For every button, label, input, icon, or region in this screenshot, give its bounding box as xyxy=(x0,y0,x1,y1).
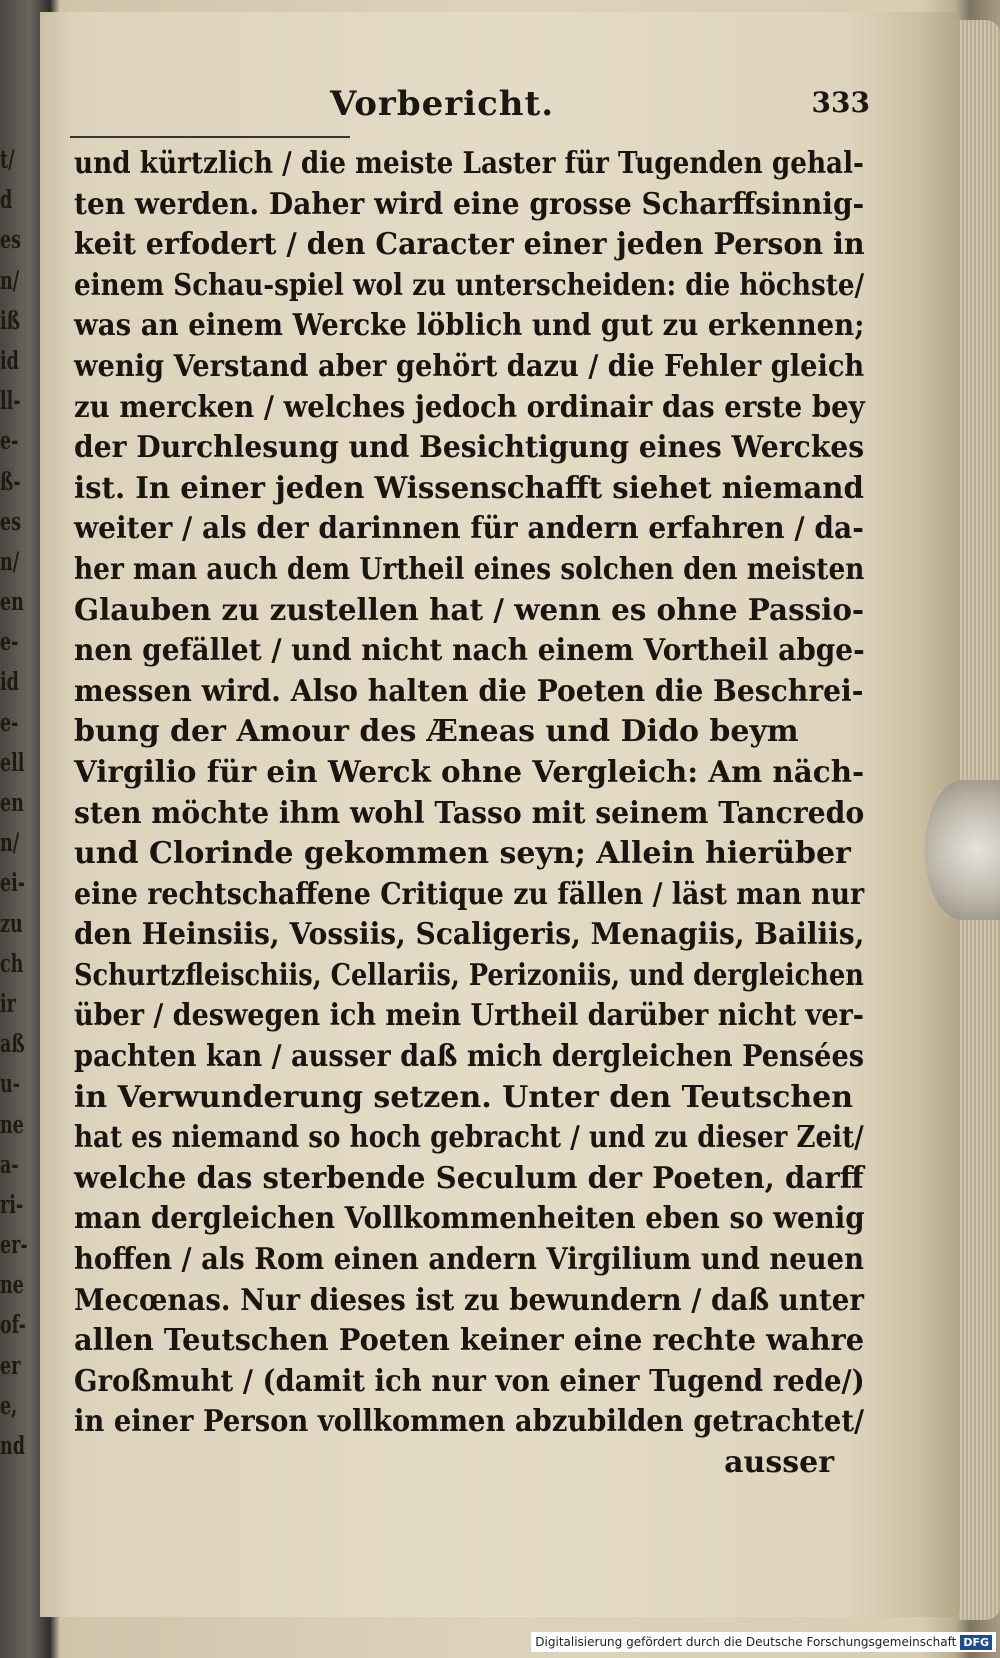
margin-fragment: e- xyxy=(0,426,19,456)
margin-fragment: of- xyxy=(0,1310,26,1340)
running-title: Vorbericht. xyxy=(330,84,555,124)
margin-fragment: en xyxy=(0,587,24,617)
text-line: ist. In einer jeden Wissenschafft siehet niemand xyxy=(74,470,864,506)
margin-fragment: e, xyxy=(0,1390,18,1420)
margin-fragment: n/ xyxy=(0,828,20,858)
text-line: in einer Person vollkommen abzubilden getrachtet/ xyxy=(74,1404,865,1440)
margin-fragment: u- xyxy=(0,1069,20,1099)
margin-fragment: es xyxy=(0,225,21,255)
text-line: Mecœnas. Nur dieses ist zu bewundern / daß unter xyxy=(74,1282,864,1318)
margin-fragment: e- xyxy=(0,707,19,737)
margin-fragment: ri- xyxy=(0,1189,24,1219)
text-line: Virgilio für ein Werck ohne Vergleich: Am näch- xyxy=(74,754,865,790)
header-rule xyxy=(70,136,350,138)
text-line: hat es niemand so hoch gebracht / und zu dieser Zeit/ xyxy=(74,1120,864,1156)
text-line: keit erfodert / den Caracter einer jeden Person in xyxy=(74,227,865,263)
margin-fragment: nd xyxy=(0,1431,25,1460)
text-line: pachten kan / ausser daß mich dergleichen Pensées xyxy=(74,1039,865,1075)
text-line: nen gefället / und nicht nach einem Vortheil abge- xyxy=(74,633,865,669)
margin-fragment: zu xyxy=(0,908,23,938)
text-line: zu mercken / welches jedoch ordinair das erste bey xyxy=(74,389,865,425)
margin-fragment: es xyxy=(0,506,21,536)
text-line: einem Schau-spiel wol zu unterscheiden: die höchste/ xyxy=(74,267,865,303)
text-line: sten möchte ihm wohl Tasso mit seinem Tancredo xyxy=(74,795,865,831)
text-line: bung der Amour des Æneas und Dido beym xyxy=(74,714,799,750)
text-line: und Clorinde gekommen seyn; Allein hierüber xyxy=(74,836,851,872)
margin-fragment: ch xyxy=(0,948,24,978)
text-line: eine rechtschaffene Critique zu fällen / läst man nur xyxy=(74,876,865,912)
page-header xyxy=(60,84,870,124)
text-line: was an einem Wercke löblich und gut zu erkennen; xyxy=(74,308,865,344)
text-line: her man auch dem Urtheil eines solchen den meisten xyxy=(74,551,865,587)
text-line: welche das sterbende Seculum der Poeten, darff xyxy=(74,1160,864,1196)
text-line: Schurtzfleischiis, Cellariis, Perizoniis, und dergleichen xyxy=(74,957,864,993)
digitization-footer xyxy=(531,1632,996,1652)
catchword: ausser xyxy=(724,1445,834,1480)
margin-fragment: id xyxy=(0,345,19,375)
margin-fragment: ß- xyxy=(0,466,21,496)
body-text xyxy=(74,144,864,1484)
footer-credit: Digitalisierung gefördert durch die Deutsche Forschungsgemeinschaft xyxy=(535,1635,957,1649)
margin-fragment: ell xyxy=(0,747,25,777)
margin-fragment: ne xyxy=(0,1109,24,1139)
margin-fragment: aß xyxy=(0,1029,25,1059)
text-line: über / deswegen ich mein Urtheil darüber nicht ver- xyxy=(74,998,864,1034)
text-line: in Verwunderung setzen. Unter den Teutschen xyxy=(74,1079,854,1115)
margin-fragment: iß xyxy=(0,305,20,335)
margin-fragment: ne xyxy=(0,1270,24,1300)
page-clip xyxy=(925,780,1000,920)
margin-fragment: n/ xyxy=(0,265,20,295)
margin-fragment: id xyxy=(0,667,19,697)
margin-fragment: t/ xyxy=(0,145,15,174)
margin-fragment: n/ xyxy=(0,546,20,576)
text-line: ten werden. Daher wird eine grosse Scharffsinnig- xyxy=(74,186,865,222)
margin-fragment: a- xyxy=(0,1149,19,1179)
text-line: man dergleichen Vollkommenheiten eben so wenig xyxy=(74,1201,865,1237)
text-line: den Heinsiis, Vossiis, Scaligeris, Menagiis, Bailiis, xyxy=(74,917,865,953)
margin-fragment: d xyxy=(0,185,13,215)
text-line: Großmuht / (damit ich nur von einer Tugend rede/) xyxy=(74,1363,865,1399)
margin-fragment: er- xyxy=(0,1230,28,1260)
text-line: allen Teutschen Poeten keiner eine rechte wahre xyxy=(74,1323,865,1359)
text-line: hoffen / als Rom einen andern Virgilium und neuen xyxy=(74,1242,865,1278)
margin-fragment: er xyxy=(0,1350,21,1380)
text-line: messen wird. Also halten die Poeten die Beschrei- xyxy=(74,673,864,709)
previous-page-edge xyxy=(0,140,40,1510)
margin-fragment: ei- xyxy=(0,868,26,898)
page-number: 333 xyxy=(811,86,870,119)
dfg-logo: DFG xyxy=(960,1635,992,1650)
text-line: der Durchlesung und Besichtigung eines Werckes xyxy=(74,430,865,466)
margin-fragment: ll- xyxy=(0,386,21,416)
margin-fragment: ir xyxy=(0,988,16,1018)
text-line: Glauben zu zustellen hat / wenn es ohne Passio- xyxy=(74,592,865,628)
text-line: weiter / als der darinnen für andern erfahren / da- xyxy=(74,511,864,547)
margin-fragment: en xyxy=(0,788,24,817)
text-line: und kürtzlich / die meiste Laster für Tugenden gehal- xyxy=(74,146,864,181)
text-line: wenig Verstand aber gehört dazu / die Fehler gleich xyxy=(74,348,865,384)
margin-fragment: e- xyxy=(0,627,19,657)
